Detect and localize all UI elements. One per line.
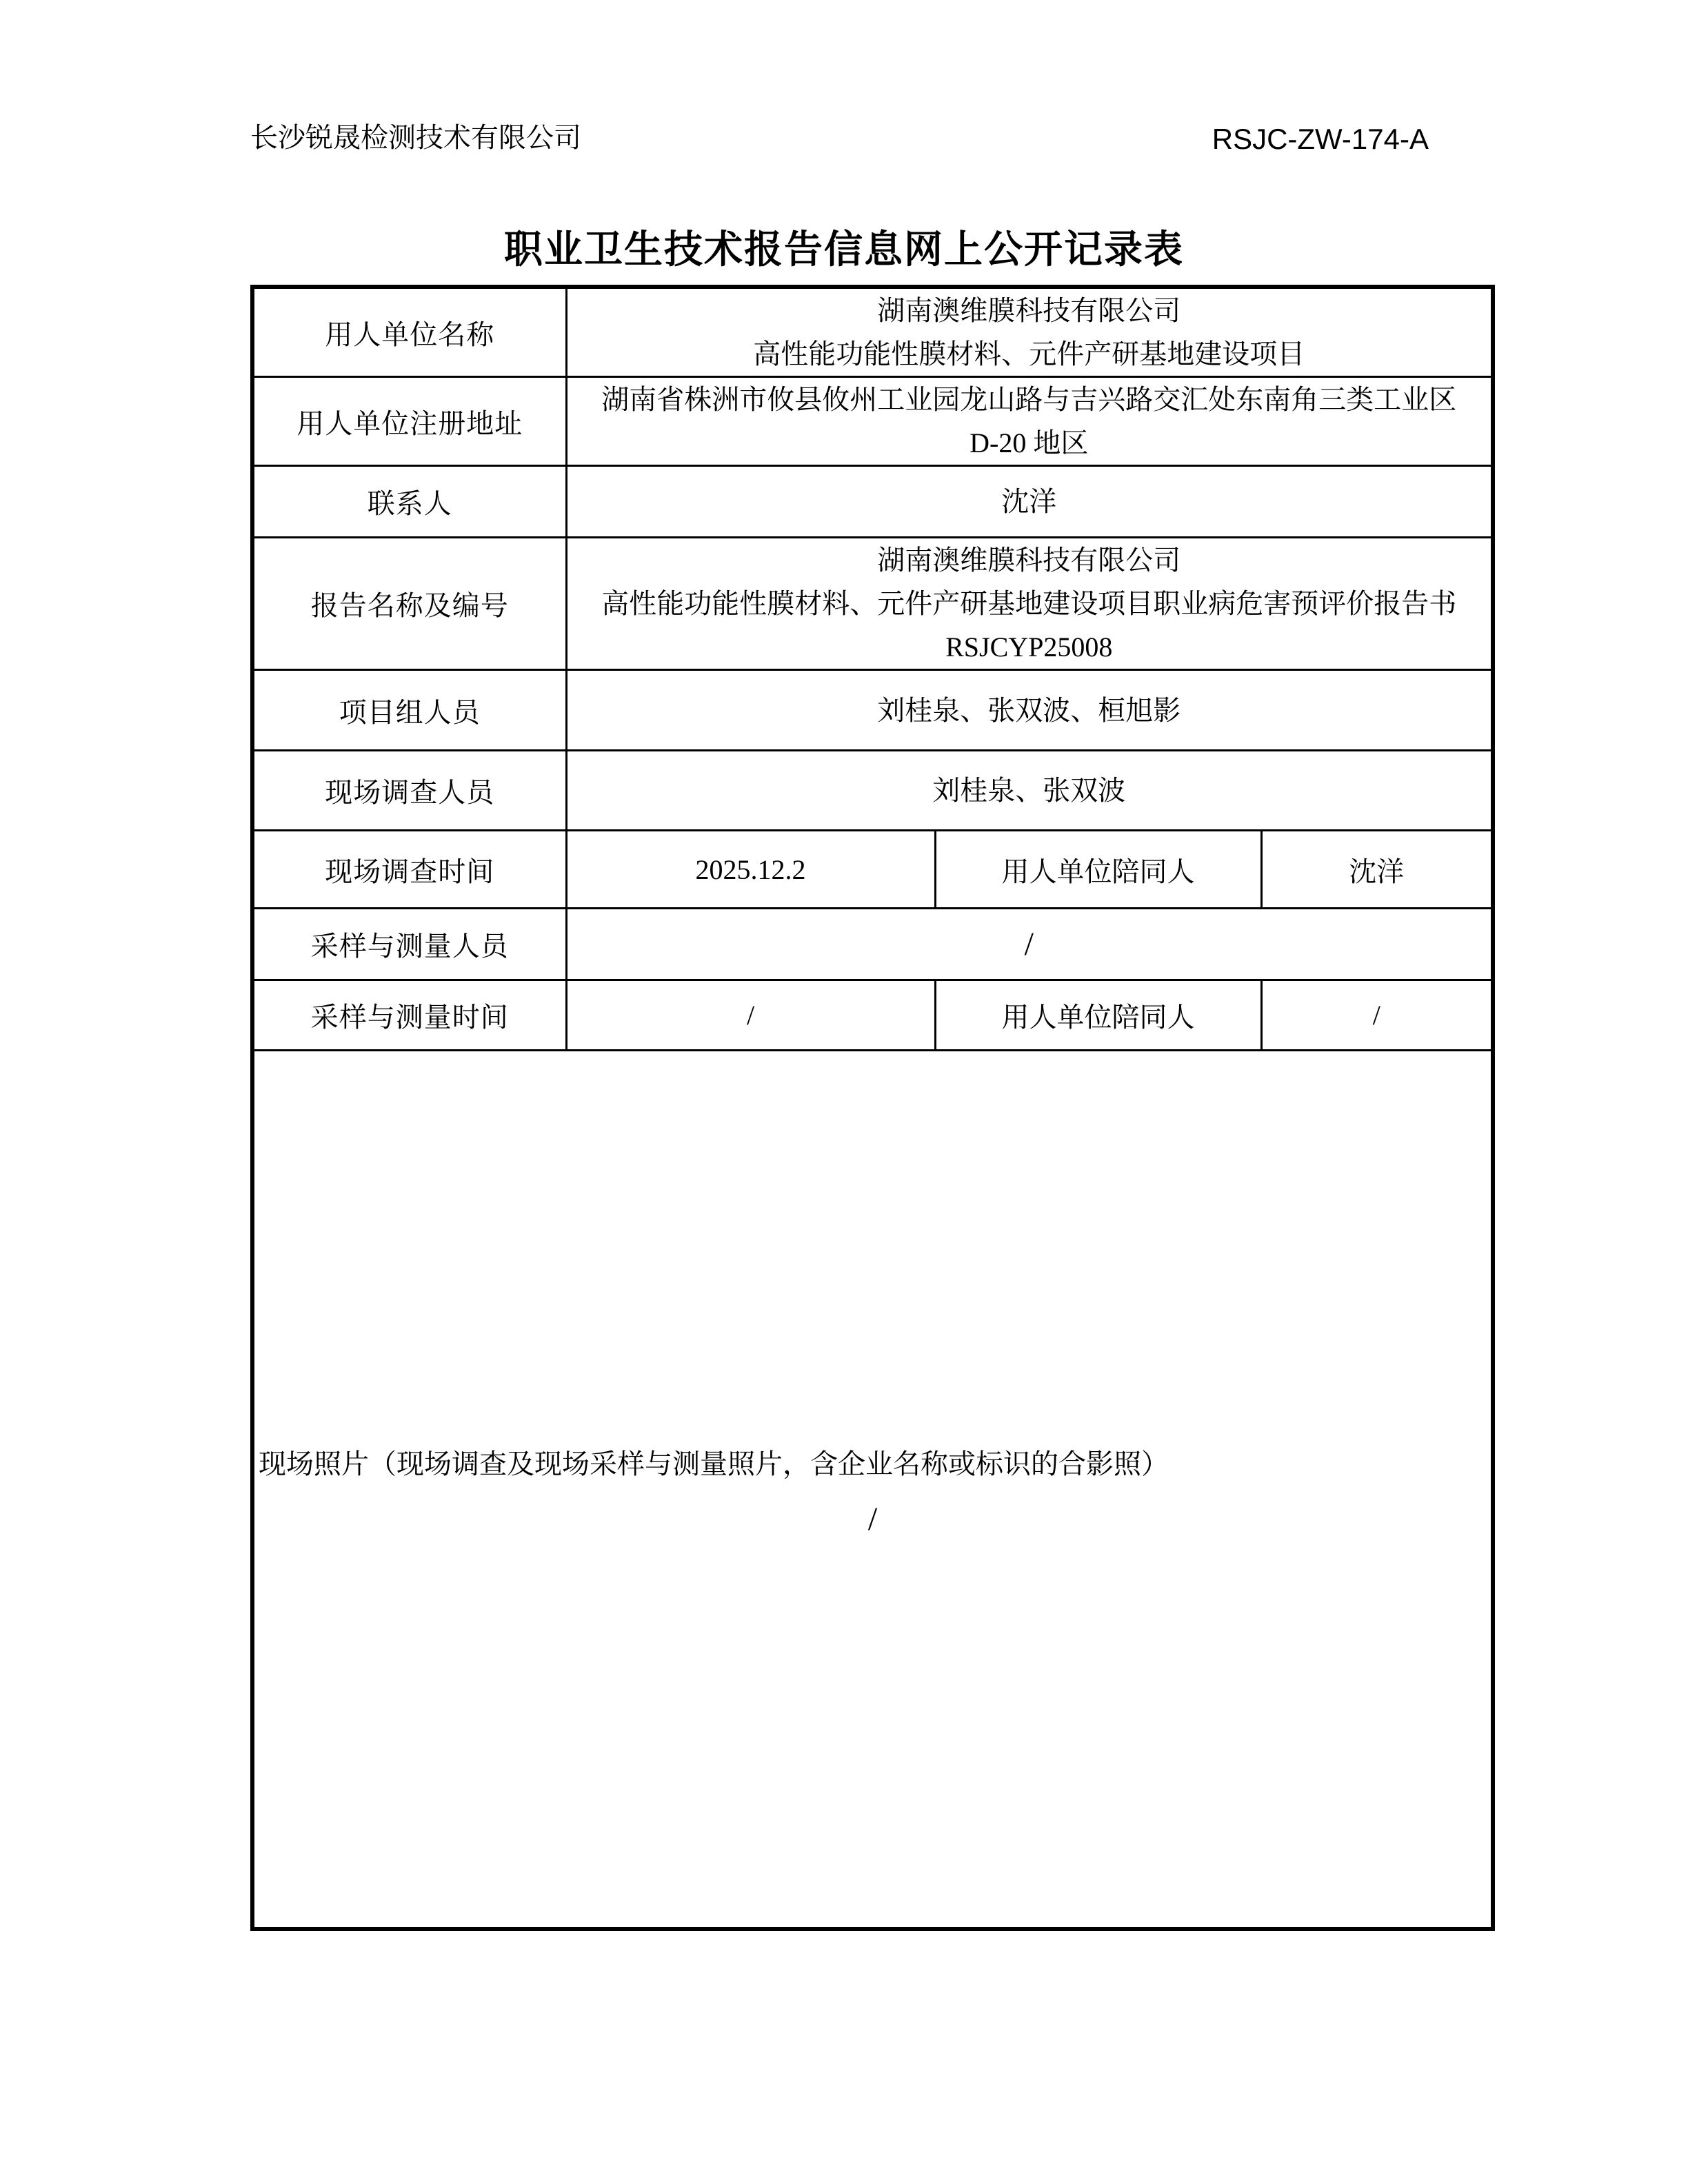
row-value-site-survey-staff — [566, 751, 1493, 831]
table-row-report-name-number — [252, 538, 1493, 670]
site-survey-companion-value: 沈洋 — [1261, 831, 1493, 909]
row-value-employer-address — [566, 377, 1493, 466]
sampling-time-value: / — [566, 980, 935, 1051]
row-label-site-survey-time: 现场调查时间 — [252, 831, 566, 909]
row-label-contact-person: 联系人 — [252, 466, 566, 538]
header-form-code: RSJC-ZW-174-A — [1212, 123, 1429, 155]
site-photos-slash: / — [867, 1501, 878, 1537]
report-name-line-2: 高性能功能性膜材料、元件产研基地建设项目职业病危害预评价报告书 — [601, 588, 1457, 619]
sampling-companion-label: 用人单位陪同人 — [935, 980, 1261, 1051]
row-label-employer-address: 用人单位注册地址 — [252, 377, 566, 466]
row-label-site-survey-staff: 现场调查人员 — [252, 751, 566, 831]
employer-address-line-2: D-20 地区 — [969, 427, 1089, 458]
row-label-sampling-staff: 采样与测量人员 — [252, 909, 566, 980]
table-row-employer-name — [252, 287, 1493, 377]
report-number: RSJCYP25008 — [945, 631, 1113, 663]
sampling-companion-value: / — [1261, 980, 1493, 1051]
table-row-sampling-time — [252, 980, 1493, 1051]
row-value-project-team — [566, 670, 1493, 751]
employer-name-line-2: 高性能功能性膜材料、元件产研基地建设项目 — [753, 338, 1305, 370]
table-row-contact-person — [252, 466, 1493, 538]
site-survey-staff-names: 刘桂泉、张双波 — [932, 775, 1126, 806]
employer-address-line-1: 湖南省株洲市攸县攸州工业园龙山路与吉兴路交汇处东南角三类工业区 — [601, 384, 1457, 415]
table-row-site-photos — [252, 1051, 1493, 1930]
contact-person-value: 沈洋 — [1001, 486, 1057, 517]
row-label-report-name-number: 报告名称及编号 — [252, 538, 566, 670]
row-label-project-team: 项目组人员 — [252, 670, 566, 751]
row-value-report-name-number — [566, 538, 1493, 670]
row-value-employer-name — [566, 287, 1493, 377]
row-label-sampling-time: 采样与测量时间 — [252, 980, 566, 1051]
page-title: 职业卫生技术报告信息网上公开记录表 — [504, 228, 1184, 271]
site-survey-time-value: 2025.12.2 — [566, 831, 935, 909]
project-team-members: 刘桂泉、张双波、桓旭影 — [877, 694, 1181, 726]
sampling-staff-slash: / — [1024, 926, 1034, 962]
record-table — [250, 285, 1495, 1931]
header-company-name: 长沙锐晟检测技术有限公司 — [250, 123, 581, 153]
report-name-line-1: 湖南澳维膜科技有限公司 — [877, 545, 1181, 576]
row-value-sampling-staff — [566, 909, 1493, 980]
site-survey-companion-label: 用人单位陪同人 — [935, 831, 1261, 909]
table-row-site-survey-staff — [252, 751, 1493, 831]
row-value-contact-person — [566, 466, 1493, 538]
row-label-employer-name: 用人单位名称 — [252, 287, 566, 377]
table-row-employer-address — [252, 377, 1493, 466]
table-row-site-survey-time — [252, 831, 1493, 909]
site-photos-cell — [252, 1051, 1493, 1930]
employer-name-line-1: 湖南澳维膜科技有限公司 — [877, 295, 1181, 326]
site-photos-caption: 现场照片（现场调查及现场采样与测量照片，含企业名称或标识的合影照） — [259, 1448, 1169, 1479]
table-row-sampling-staff — [252, 909, 1493, 980]
table-row-project-team — [252, 670, 1493, 751]
